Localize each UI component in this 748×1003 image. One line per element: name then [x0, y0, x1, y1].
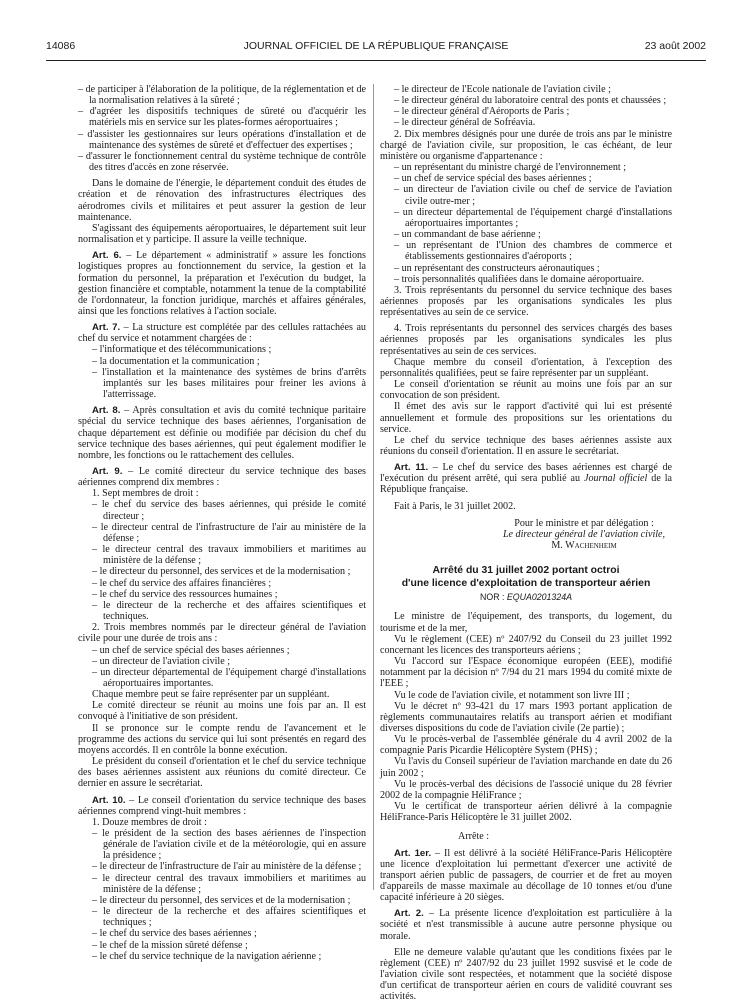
preamble: Vu le code de l'aviation civile, et notamment son livre III ; — [394, 689, 630, 701]
list-item: – d'assister les gestionnaires sur leurs opérations d'installation et de maintenance des systèmes de sûreté et d'effectuer des expertises ; — [78, 128, 366, 151]
article-label: Art. 7. — [92, 322, 121, 334]
list-item: – le directeur général du laboratoire central des ponts et chaussées ; — [394, 95, 667, 107]
intro-list — [78, 84, 366, 173]
list-item: – le directeur central de l'infrastructure de l'air au ministère de la défense ; — [92, 521, 366, 544]
paragraph: Le conseil d'orientation se réunit au moins une fois par an sur convocation de son président. — [380, 379, 672, 402]
article-text: – Après consultation et avis du comité technique paritaire spécial du service technique des bases aériennes, l'organisation de chaque département est définie ou modifiée par décision du chef du service technique des bases aériennes, qui peut également modifier le nombre, les fonctions ou le rattachement des cellules. — [78, 405, 366, 461]
paragraph: Le chef du service technique des bases aériennes assiste aux réunions du conseil d'orientation. Il en assure le secrétariat. — [380, 434, 672, 457]
paragraph: S'agissant des équipements aéroportuaires, le département suit leur normalisation et y participe. Il assure la veille technique. — [78, 222, 366, 246]
paragraph: Chaque membre du conseil d'orientation, à l'exception des personnalités qualifiées, peut se faire représenter par un suppléant. — [380, 356, 672, 379]
right-column — [380, 84, 672, 1003]
article-text: – Le chef du service des bases aériennes est chargé de l'exécution du présent arrêté, qui sera publié au — [380, 462, 673, 485]
list-item: – la documentation et la communication ; — [92, 355, 260, 367]
preamble: Vu le procès-verbal des décisions de l'associé unique du 28 février 2002 de la compagnie HéliFrance ; — [380, 778, 672, 801]
sub-heading: 1. Douze membres de droit : — [92, 816, 207, 828]
list-item: – d'agréer les dispositifs techniques de sûreté ou d'acquérir les matériels mis en service sur les plates-formes aéroportuaires ; — [78, 106, 366, 129]
sub-heading: 3. Trois représentants du personnel du service technique des bases aériennes proposés par les organisations syndicales les plus représentatives au sein de ce service. — [380, 284, 672, 319]
article-label: Art. 1er. — [394, 847, 432, 859]
list-item: – un représentant des constructeurs aéronautiques ; — [394, 262, 600, 274]
list-item: – un commandant de base aérienne ; — [394, 229, 541, 241]
list-item: – le directeur de l'Ecole nationale de l'aviation civile ; — [394, 84, 611, 95]
preamble: Vu le procès-verbal de l'assemblée générale du 4 avril 2002 de la compagnie Paris Picardie Hélicoptère System (PHS) ; — [380, 734, 672, 757]
list-item: – un représentant du ministre chargé de l'environnement ; — [394, 162, 627, 174]
article-label: Art. 2. — [394, 908, 424, 920]
list-item: – un directeur de l'aviation civile ; — [92, 655, 231, 667]
paragraph: Le comité directeur se réunit au moins une fois par an. Il est convoqué à l'initiative de son président. — [78, 700, 366, 723]
list-item: – le directeur général d'Aéroports de Paris ; — [394, 106, 570, 118]
journal-officiel-ref: Journal officiel — [583, 473, 648, 485]
article-7 — [78, 322, 366, 344]
list-item: – le directeur du personnel, des services et de la modernisation ; — [92, 566, 351, 578]
list-item: – le chef du service des bases aériennes ; — [92, 928, 257, 940]
article-10 — [78, 795, 366, 817]
preamble: Vu l'accord sur l'Espace économique européen (EEE), modifié notamment par la décision nº 7/94 du 21 mars 1994 du comité mixte de l'EEE ; — [380, 656, 672, 690]
list-item: – le directeur central des travaux immobiliers et maritimes au ministère de la défense ; — [92, 872, 366, 895]
list-item: – un représentant de l'Union des chambres de commerce et établissements gestionnaires d'aéroports ; — [394, 240, 672, 263]
preamble: Vu le décret nº 93-421 du 17 mars 1993 portant application de règlements communautaires relatifs au transport aérien et modifiant diverses dispositions du code de l'aviation civile (2e partie) ; — [380, 700, 672, 734]
list-item: – le directeur général de Sofréavia. — [394, 117, 536, 129]
paragraph: Il se prononce sur le compte rendu de l'avancement et le programme des actions du service qui lui sont présentés en regard des moyens accordés. Il en contrôle la bonne exécution. — [78, 722, 366, 756]
article-9 — [78, 466, 366, 488]
article-2 — [380, 908, 672, 941]
article-label: Art. 6. — [92, 250, 122, 262]
nor-reference — [380, 592, 672, 603]
article-text: de la République française. — [380, 473, 673, 496]
article-text: – La présente licence d'exploitation est particulière à la société et n'est transmissible à aucune autre personne physique ou morale. — [380, 908, 672, 942]
nor-code: EQUA0201324A — [506, 592, 572, 603]
arrete-heading: Arrête : — [458, 831, 490, 843]
list-item: – le directeur de l'infrastructure de l'air au ministère de la défense ; — [92, 861, 362, 873]
list-item: – le président de la section des bases aériennes de l'inspection générale de l'aviation civile et de la météorologie, qui en assure la présidence ; — [92, 828, 366, 862]
decree-title-line: d'une licence d'exploitation de transporteur aérien — [401, 577, 651, 589]
list-item: – le directeur central des travaux immobiliers et maritimes au ministère de la défense ; — [92, 544, 366, 567]
list-item: – un chef de service spécial des bases aériennes ; — [92, 644, 290, 656]
page-number: 14086 — [46, 40, 76, 52]
list-item: – l'informatique et des télécommunications ; — [92, 344, 272, 356]
article-text: – Le département « administratif » assure les fonctions logistiques propres au fonctionnement du service, la gestion et la formation du personnel, la préparation et l'exécution du budget, la gestion financière et comptable, notamment la tenue de la comptabilité de l'ordonnateur, la fonction juridique, marchés et affaires générales, ainsi que les fonctions relatives à l'action sociale. — [78, 250, 366, 317]
sub-heading: 2. Dix membres désignés pour une durée de trois ans par le ministre chargé de l'aviation civile, sur proposition, le cas échéant, de leur ministère ou organisme d'appartenance : — [380, 128, 672, 162]
article-text: – La structure est complétée par des cellules rattachées au chef du service et notamment chargées de : — [78, 322, 366, 345]
preamble: Vu le certificat de transporteur aérien délivré à la compagnie HéliFrance-Paris Hélicoptère le 31 juillet 2002. — [380, 801, 672, 824]
article-text: – Le conseil d'orientation du service technique des bases aériennes comprend vingt-huit membres : — [78, 794, 366, 817]
done-at: Fait à Paris, le 31 juillet 2002. — [394, 500, 516, 512]
article-label: Art. 8. — [92, 405, 121, 417]
left-column — [78, 84, 366, 962]
list-item: – de participer à l'élaboration de la politique, de la réglementation et de la normalisation relatives à la sûreté ; — [78, 84, 366, 107]
decree-title — [380, 565, 672, 590]
article-11 — [380, 462, 672, 495]
list-item: – le directeur du personnel, des services et de la modernisation ; — [92, 894, 351, 906]
nor-label: NOR : — [480, 592, 507, 603]
journal-title: JOURNAL OFFICIEL DE LA RÉPUBLIQUE FRANÇAISE — [243, 40, 509, 52]
article-label: Art. 11. — [394, 462, 429, 474]
article-8 — [78, 405, 366, 461]
sub-heading: 4. Trois représentants du personnel des services chargés des bases aériennes proposés par les organisations syndicales les plus représentatives au sein de ces services. — [380, 323, 672, 357]
article-text: – Il est délivré à la société HéliFrance-Paris Hélicoptère une licence d'exploitation lui permettant d'exercer une activité de transport aérien public de passagers, de courrier et de fret au moyen d'appareils de masse maximale au décollage de 10 tonnes et/ou d'une capacité inférieure à 20 sièges. — [380, 847, 672, 904]
list-item: – le chef du service des bases aériennes, qui préside le comité directeur ; — [92, 499, 366, 522]
header-rule — [46, 60, 706, 61]
paragraph: Chaque membre peut se faire représenter par un suppléant. — [92, 689, 330, 701]
list-item: – le chef du service technique de la navigation aérienne ; — [92, 950, 322, 962]
list-item: – un directeur départemental de l'équipement chargé d'installations aéroportuaires importantes. — [92, 666, 366, 689]
signature-title: Le directeur général de l'aviation civile, — [502, 528, 666, 540]
decree-title-line: Arrêté du 31 juillet 2002 portant octroi — [432, 565, 620, 577]
list-item: – le chef du service des affaires financières ; — [92, 577, 272, 589]
paragraph: Dans le domaine de l'énergie, le département conduit des études de création et de rénovation des infrastructures électriques des aérodromes civils et militaires et peut assurer la gestion de leur maintenance. — [78, 178, 366, 223]
preamble: Vu l'avis du Conseil supérieur de l'aviation marchande en date du 26 juin 2002 ; — [380, 756, 672, 779]
article-6 — [78, 250, 366, 317]
page-header — [46, 36, 706, 58]
column-divider — [373, 84, 374, 890]
publication-date: 23 août 2002 — [644, 40, 706, 52]
list-item: – l'installation et la maintenance des systèmes de brins d'arrêts implantés sur les bases militaires pour freiner les avions à l'atterrissage. — [92, 366, 366, 401]
sub-heading: 2. Trois membres nommés par le directeur général de l'aviation civile pour une durée de trois ans : — [78, 622, 366, 645]
article-1 — [380, 848, 672, 904]
list-item: – le chef de la mission sûreté défense ; — [92, 939, 248, 951]
list-item: – d'assurer le fonctionnement central du système technique de contrôle des titres d'accès en zone réservée. — [78, 150, 366, 174]
signature-block — [380, 518, 672, 551]
list-item: – un chef de service spécial des bases aériennes ; — [394, 173, 592, 185]
list-item: – le directeur de la recherche et des affaires scientifiques et techniques. — [92, 599, 366, 623]
sub-heading: 1. Sept membres de droit : — [92, 488, 199, 500]
paragraph: Il émet des avis sur le rapport d'activité qui lui est présenté annuellement et formule des propositions sur les orientations du service. — [380, 401, 672, 435]
article-label: Art. 9. — [92, 466, 123, 477]
article-label: Art. 10. — [92, 794, 126, 806]
preamble: Vu le règlement (CEE) nº 2407/92 du Conseil du 23 juillet 1992 concernant les licences des transporteurs aériens ; — [380, 633, 672, 656]
paragraph: Le président du conseil d'orientation et le chef du service technique des bases aériennes assistent aux réunions du comité directeur. Ce dernier en assure le secrétariat. — [78, 756, 366, 790]
article-text: – Le comité directeur du service technique des bases aériennes comprend dix membres : — [78, 466, 366, 489]
paragraph: Elle ne demeure valable qu'autant que les conditions fixées par le règlement (CEE) nº 2407/92 du 23 juillet 1992 susvisé et le code de l'aviation civile sont respectées, et notamment que la société dispose d'un certificat de transporteur aérien en cours de validité couvrant ses activités. — [380, 946, 672, 1003]
preamble: Le ministre de l'équipement, des transports, du logement, du tourisme et de la mer, — [380, 611, 672, 634]
signature-line: Pour le ministre et par délégation : — [514, 517, 654, 529]
signature-name: M. Wachenheim — [551, 540, 617, 552]
list-item: – le chef du service des ressources humaines ; — [92, 588, 278, 600]
list-item: – un directeur de l'aviation civile ou chef de service de l'aviation civile outre-mer ; — [394, 184, 672, 207]
list-item: – le directeur de la recherche et des affaires scientifiques et techniques ; — [92, 906, 366, 929]
list-item: – un directeur départemental de l'équipement chargé d'installations aéroportuaires importantes ; — [394, 206, 672, 229]
list-item: – trois personnalités qualifiées dans le domaine aéroportuaire. — [394, 273, 645, 285]
